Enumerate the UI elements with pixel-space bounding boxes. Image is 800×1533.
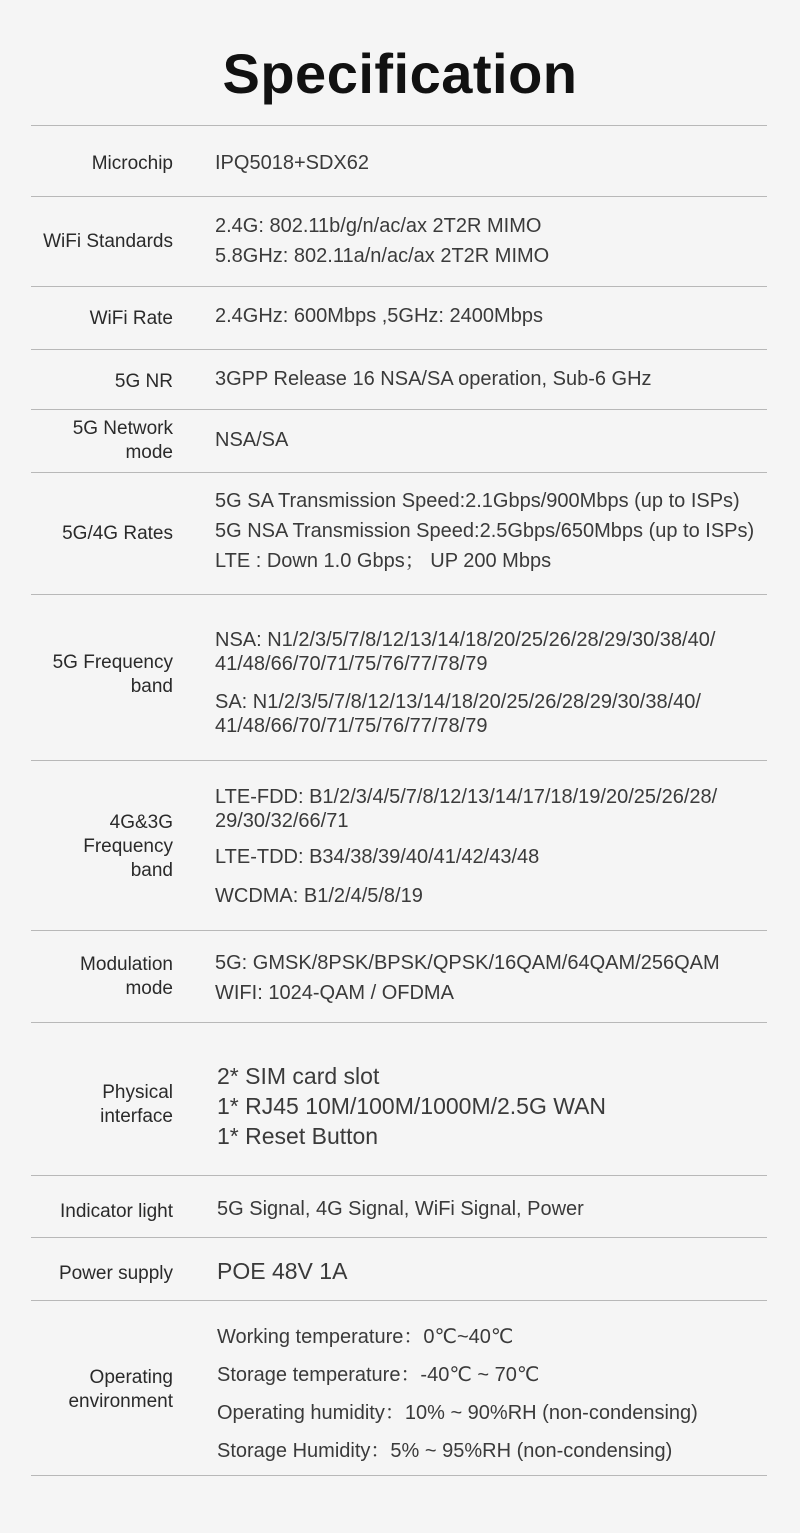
spec-label-modulation-mode: Modulation mode — [80, 954, 173, 999]
spec-value-4g-3g-frequency-band: LTE-FDD: B1/2/3/4/5/7/8/12/13/14/17/18/19/20/25/26/28/ 29/30/32/66/71 LTE-TDD: B34/38/39/40/41/42/43/48 WCDMA: B1/2/4/5/8/19 — [215, 786, 718, 907]
spec-label-4g-3g-frequency-band: 4G&3G Frequency band — [83, 812, 173, 881]
row-divider — [31, 760, 767, 761]
row-divider — [31, 1237, 767, 1238]
spec-label-5g-nr: 5G NR — [114, 371, 173, 392]
spec-value-modulation-mode: 5G: GMSK/8PSK/BPSK/QPSK/16QAM/64QAM/256QAM WIFI: 1024-QAM / OFDMA — [215, 952, 720, 1004]
spec-label-wifi-standards: WiFi Standards — [43, 231, 173, 252]
row-divider — [31, 594, 767, 595]
row-divider — [31, 286, 767, 287]
spec-label-physical-interface: Physical interface — [100, 1082, 173, 1127]
spec-label-5g-network-mode: 5G Network mode — [72, 418, 173, 463]
spec-value-indicator-light: 5G Signal, 4G Signal, WiFi Signal, Power — [217, 1198, 584, 1220]
spec-label-power-supply: Power supply — [58, 1263, 173, 1284]
spec-value-wifi-rate: 2.4GHz: 600Mbps ,5GHz: 2400Mbps — [215, 305, 543, 327]
spec-value-5g-frequency-band: NSA: N1/2/3/5/7/8/12/13/14/18/20/25/26/28/29/30/38/40/ 41/48/66/70/71/75/76/77/78/79 SA: N1/2/3/5/7/8/12/13/14/18/20/25/26/28/29/30/38/40/ 41/48/66/70/71/75/76/77/78/79 — [215, 629, 716, 737]
spec-label-5g-4g-rates: 5G/4G Rates — [62, 523, 173, 544]
row-divider — [31, 409, 767, 410]
row-divider — [31, 1475, 767, 1476]
row-divider — [31, 1022, 767, 1023]
spec-label-indicator-light: Indicator light — [59, 1201, 173, 1222]
row-divider — [31, 196, 767, 197]
spec-value-operating-environment: Working temperature：0℃~40℃ Storage temperature：-40℃ ~ 70℃ Operating humidity：10% ~ 90%RH (non-condensing) Storage Humidity：5% ~ 95%RH (non-condensing) — [217, 1326, 698, 1462]
spec-value-5g-network-mode: NSA/SA — [215, 429, 289, 451]
spec-value-physical-interface: 2* SIM card slot 1* RJ45 10M/100M/1000M/2.5G WAN 1* Reset Button — [217, 1063, 607, 1149]
row-divider — [31, 125, 767, 126]
spec-label-operating-environment: Operating environment — [68, 1367, 173, 1412]
spec-value-5g-nr: 3GPP Release 16 NSA/SA operation, Sub-6 GHz — [215, 368, 652, 390]
spec-value-wifi-standards: 2.4G: 802.11b/g/n/ac/ax 2T2R MIMO 5.8GHz: 802.11a/n/ac/ax 2T2R MIMO — [215, 215, 550, 267]
spec-value-power-supply: POE 48V 1A — [217, 1258, 348, 1284]
page-title: Specification — [222, 42, 578, 105]
row-divider — [31, 1175, 767, 1176]
row-divider — [31, 1300, 767, 1301]
spec-label-microchip: Microchip — [91, 153, 173, 174]
spec-label-wifi-rate: WiFi Rate — [89, 308, 173, 329]
row-divider — [31, 930, 767, 931]
row-divider — [31, 472, 767, 473]
spec-label-5g-frequency-band: 5G Frequency band — [52, 652, 173, 697]
row-divider — [31, 349, 767, 350]
spec-value-5g-4g-rates: 5G SA Transmission Speed:2.1Gbps/900Mbps (up to ISPs) 5G NSA Transmission Speed:2.5Gbps/650Mbps (up to ISPs) LTE : Down 1.0 Gbps； UP 200 Mbps — [215, 490, 755, 572]
spec-value-microchip: IPQ5018+SDX62 — [215, 152, 369, 174]
